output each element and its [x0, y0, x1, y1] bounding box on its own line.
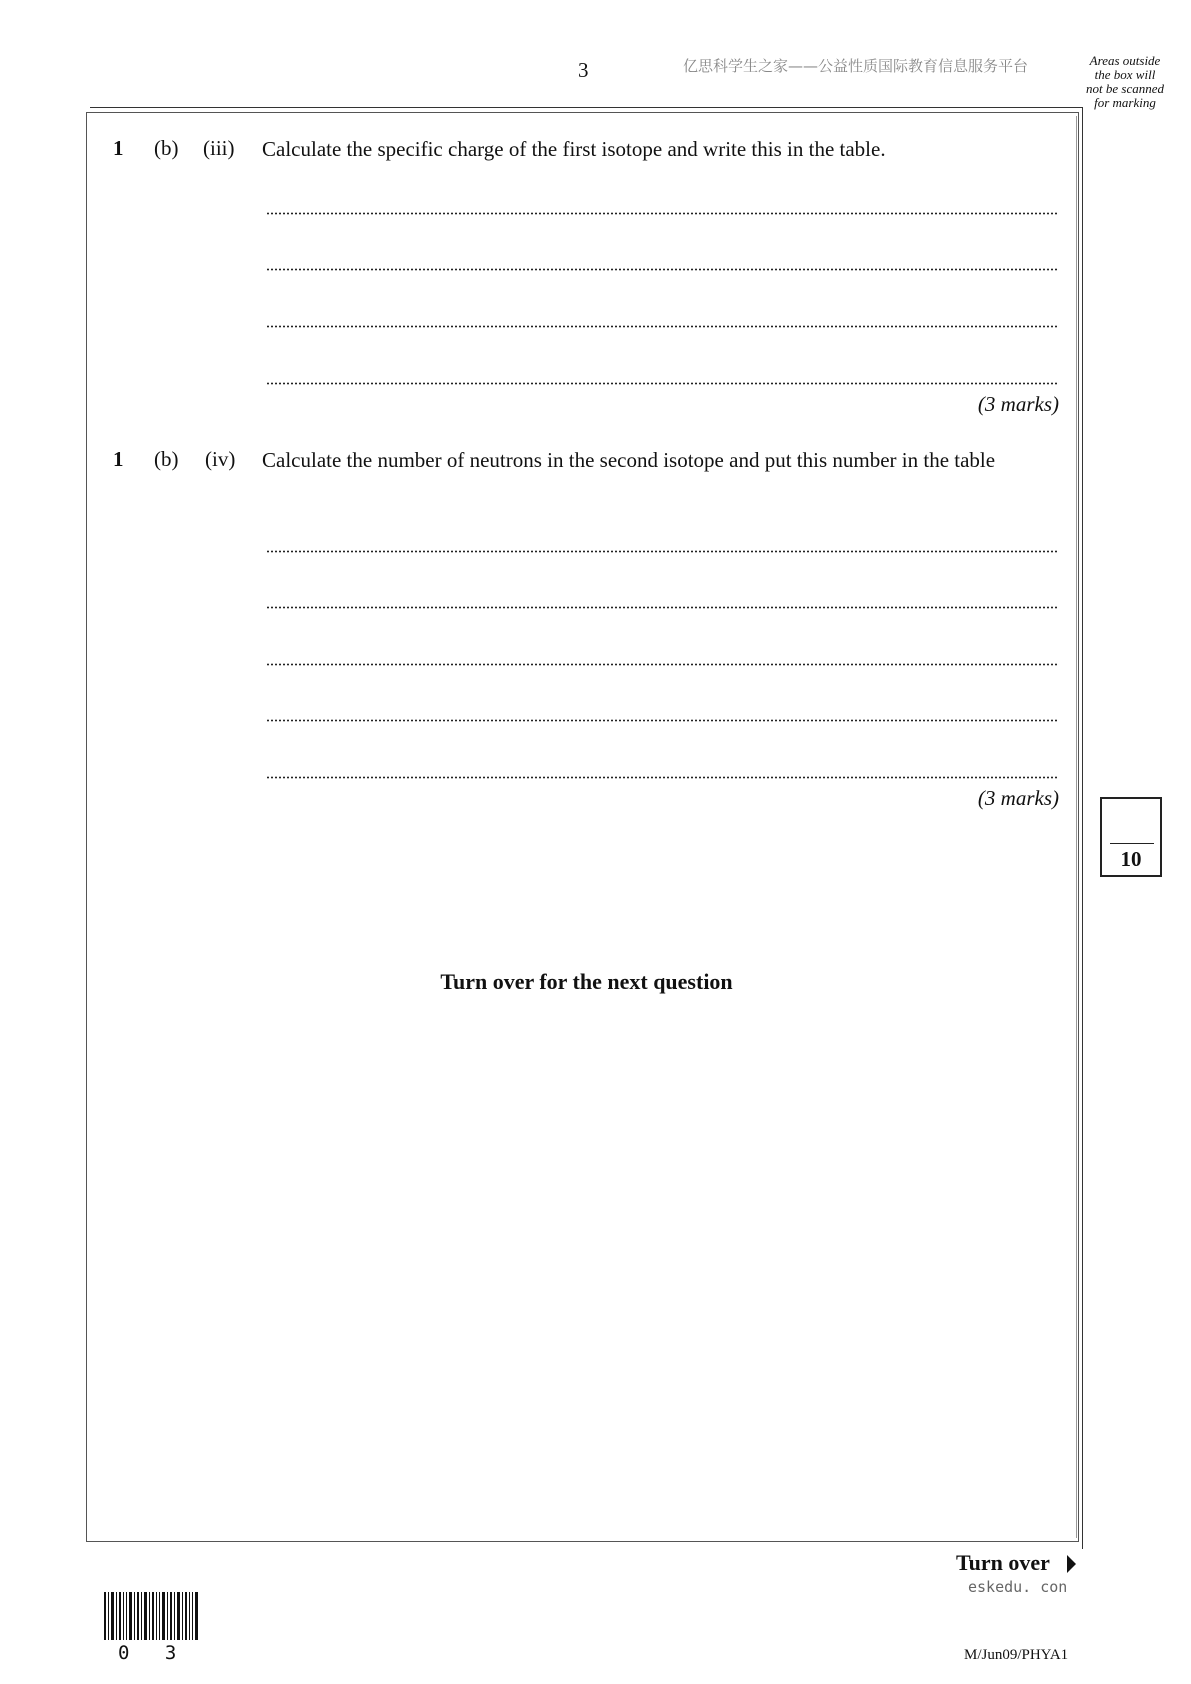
answer-line[interactable] — [266, 382, 1058, 385]
answer-line[interactable] — [266, 325, 1058, 328]
turn-over-next-question: Turn over for the next question — [440, 969, 733, 994]
turn-over-label: Turn over — [956, 1550, 1050, 1575]
margin-note-line: not be scanned — [1086, 81, 1164, 96]
answer-line[interactable] — [266, 550, 1058, 553]
answer-line[interactable] — [266, 606, 1058, 609]
question-part: (b) — [154, 447, 179, 471]
turn-over-arrow-icon — [1067, 1555, 1076, 1573]
paper-code: M/Jun09/PHYA1 — [964, 1647, 1069, 1663]
question-subpart: (iii) — [203, 136, 235, 160]
barcode-icon — [104, 1592, 200, 1640]
margin-rule — [1082, 107, 1083, 1549]
page-number: 3 — [578, 58, 589, 82]
header-rule — [90, 107, 1082, 108]
answer-line[interactable] — [266, 268, 1058, 271]
margin-note-line: Areas outside — [1089, 53, 1161, 68]
margin-note-line: the box will — [1094, 67, 1156, 82]
question-text: Calculate the number of neutrons in the second isotope and put this number in the table — [262, 448, 996, 472]
margin-note-line: for marking — [1094, 95, 1156, 110]
score-box — [1100, 797, 1162, 877]
marks-label: (3 marks) — [977, 786, 1059, 810]
barcode-digits: 0 3 — [118, 1642, 189, 1664]
answer-line[interactable] — [266, 719, 1058, 722]
site-watermark: eskedu. con — [968, 1578, 1068, 1596]
question-subpart: (iv) — [205, 447, 236, 471]
answer-line[interactable] — [266, 663, 1058, 666]
question-number: 1 — [113, 136, 124, 160]
score-total: 10 — [1120, 847, 1142, 871]
question-text: Calculate the specific charge of the first isotope and write this in the table. — [262, 137, 886, 161]
margin-note — [1079, 54, 1171, 110]
watermark-text: 亿思科学生之家——公益性质国际教育信息服务平台 — [683, 57, 1029, 75]
question-number: 1 — [113, 447, 124, 471]
question-part: (b) — [154, 136, 179, 160]
answer-line[interactable] — [266, 212, 1058, 215]
score-entry-line — [1110, 843, 1154, 844]
marks-label: (3 marks) — [977, 392, 1059, 416]
answer-line[interactable] — [266, 776, 1058, 779]
answer-box-inner-edge — [1076, 116, 1077, 1538]
